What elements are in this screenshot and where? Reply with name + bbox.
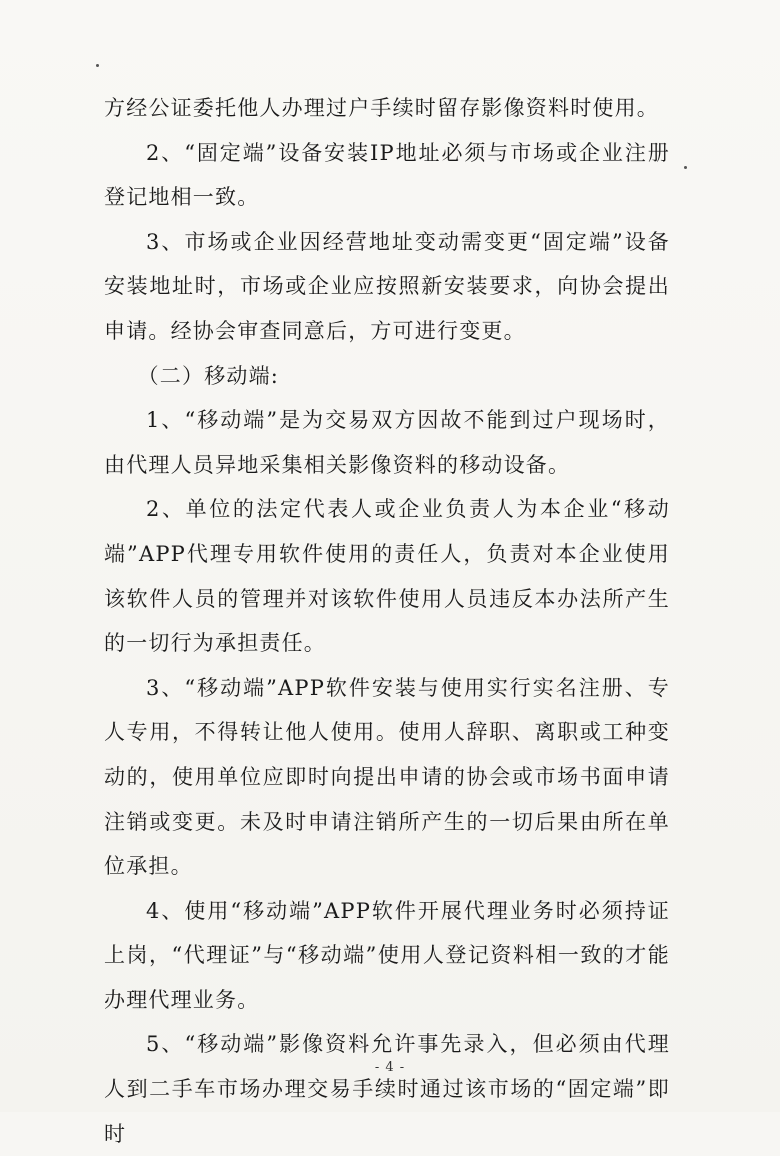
paragraph-fixed-terminal-item-3: 3、市场或企业因经营地址变动需变更“固定端”设备安装地址时，市场或企业应按照新安装要求，向协会提出申请。经协会审查同意后，方可进行变更。 — [104, 229, 670, 343]
paragraph-mobile-terminal-item-4: 4、使用“移动端”APP软件开展代理业务时必须持证上岗，“代理证”与“移动端”使用人登记资料相一致的才能办理代理业务。 — [104, 898, 670, 1012]
paragraph-mobile-terminal-item-3: 3、“移动端”APP软件安装与使用实行实名注册、专人专用，不得转让他人使用。使用人辞职、离职或工种变动的，使用单位应即时向提出申请的协会或市场书面申请注销或变更。未及时申请注销所产生的一切后果由所在单位承担。 — [104, 675, 670, 879]
scan-speck — [684, 166, 687, 169]
paragraph-mobile-terminal-item-5: 5、“移动端”影像资料允许事先录入，但必须由代理人到二手车市场办理交易手续时通过该市场的“固定端”即时 — [104, 1032, 670, 1146]
scan-speck — [96, 64, 99, 67]
paragraph-mobile-terminal-item-1: 1、“移动端”是为交易双方因故不能到过户现场时，由代理人员异地采集相关影像资料的移动设备。 — [104, 408, 670, 477]
paragraph-fixed-terminal-item-2: 2、“固定端”设备安装IP地址必须与市场或企业注册登记地相一致。 — [104, 140, 670, 210]
paragraph-continuation: 方经公证委托他人办理过户手续时留存影像资料时使用。 — [104, 96, 659, 120]
paragraph-mobile-terminal-item-2: 2、单位的法定代表人或企业负责人为本企业“移动端”APP代理专用软件使用的责任人，负责对本企业使用该软件人员的管理并对该软件使用人员违反本办法所产生的一切行为承担责任。 — [104, 497, 670, 656]
document-body — [104, 86, 670, 1156]
section-heading-mobile-terminal: （二）移动端: — [137, 363, 280, 388]
page-number: - 4 - — [374, 1060, 406, 1075]
